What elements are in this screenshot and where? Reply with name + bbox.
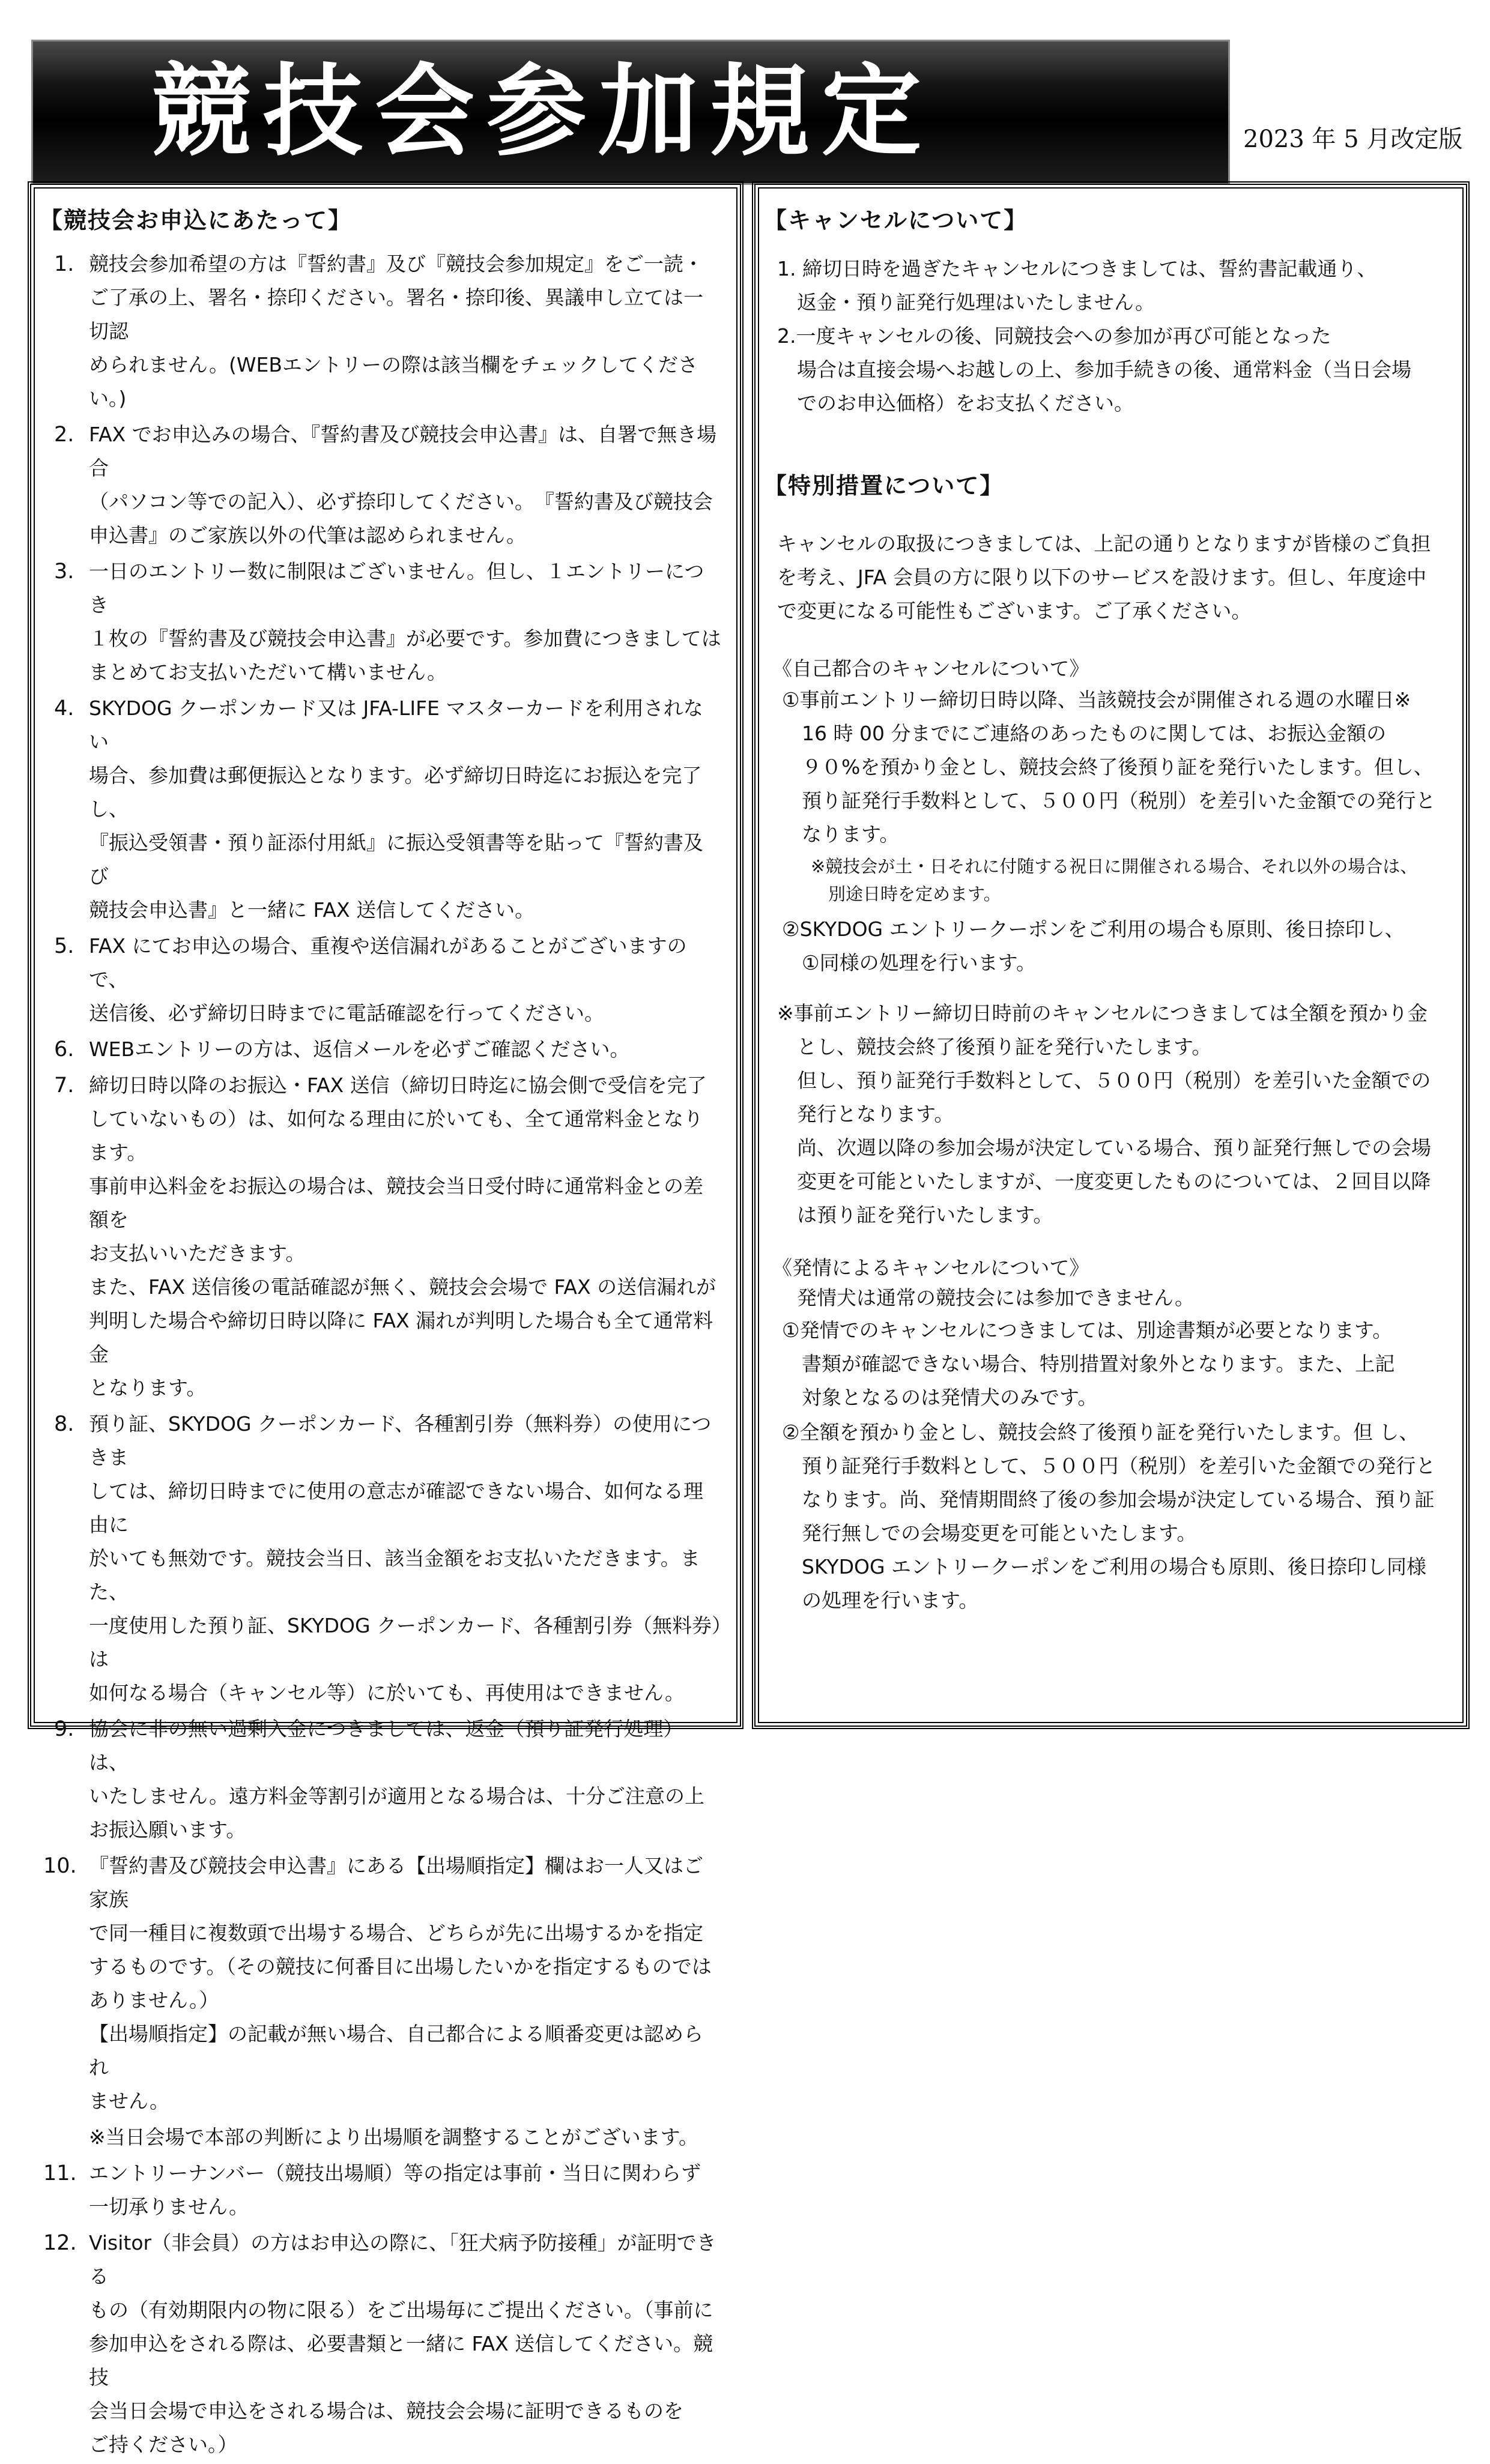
prior-cancel-rules xyxy=(777,997,1450,1232)
rule-line: 『振込受領書・預り証添付用紙』に振込受領書等を貼って『誓約書及び xyxy=(89,831,703,888)
rule-line: WEBエントリーの方は、返信メールを必ずご確認ください。 xyxy=(89,1037,630,1061)
cancel-line: でのお申込価格）をお支払ください。 xyxy=(777,391,1134,415)
cancel-line: 2.一度キャンセルの後、同競技会への参加が再び可能となった xyxy=(777,324,1331,348)
rule-line: していないもの）は、如何なる理由に於いても、全て通常料金となります。 xyxy=(89,1107,703,1164)
special-intro-line: キャンセルの取扱につきましては、上記の通りとなりますが皆様のご負担 xyxy=(777,532,1431,555)
self-cancel-note xyxy=(811,853,1459,908)
rule-number: 7. xyxy=(54,1073,74,1098)
rule-item xyxy=(43,418,722,552)
rule-line: 事前申込料金をお振込の場合は、競技会当日受付時に通常料金との差額を xyxy=(89,1174,703,1231)
rule-line: SKYDOG クーポンカード又は JFA-LIFE マスターカードを利用されない xyxy=(89,696,703,753)
rule-number: 4. xyxy=(54,696,74,720)
rule-line: 於いても無効です。競技会当日、該当金額をお支払いただきます。また、 xyxy=(89,1547,700,1604)
heat-cancel-line: なります。尚、発情期間終了後の参加会場が決定している場合、預り証 xyxy=(782,1488,1435,1511)
application-rules-list xyxy=(43,247,722,2464)
rule-line: 一切承りません。 xyxy=(89,2195,249,2218)
rule-item xyxy=(43,1712,722,1847)
rule-line: エントリーナンバー（競技出場順）等の指定は事前・当日に関わらず xyxy=(89,2161,701,2185)
rule-line: いたしません。遠方料金等割引が適用となる場合は、十分ご注意の上 xyxy=(89,1784,704,1808)
heat-cancel-line: 対象となるのは発情犬のみです。 xyxy=(782,1386,1098,1409)
rule-item xyxy=(43,1849,722,2118)
rule-line: お支払いいただきます。 xyxy=(89,1242,306,1265)
heat-cancel-line: ①発情でのキャンセルにつきましては、別途書類が必要となります。 xyxy=(782,1318,1393,1342)
rule-item xyxy=(43,929,722,1030)
rule-line: 預り証、SKYDOG クーポンカード、各種割引券（無料券）の使用につきま xyxy=(89,1412,712,1469)
heat-cancel-line: 発行無しでの会場変更を可能といたします。 xyxy=(782,1521,1197,1545)
rule-line: 一日のエントリー数に制限はございません。但し、１エントリーにつき xyxy=(89,560,704,617)
prior-cancel-line: とし、競技会終了後預り証を発行いたします。 xyxy=(777,1035,1212,1058)
self-cancel-line: ①同様の処理を行います。 xyxy=(782,951,1036,974)
heat-cancel-item-2 xyxy=(782,1416,1455,1617)
heat-cancel-line: SKYDOG エントリークーポンをご利用の場合も原則、後日捺印し同様 xyxy=(782,1555,1427,1578)
heat-cancel-heading: 《発情によるキャンセルについて》 xyxy=(772,1256,1089,1279)
rule-number: 10. xyxy=(43,1854,77,1878)
rule-line: ません。 xyxy=(89,2089,169,2113)
rule-line: お振込願います。 xyxy=(89,1818,246,1841)
rule-item xyxy=(43,692,722,927)
left-panel xyxy=(28,181,743,2456)
right-panel xyxy=(752,181,1470,1729)
special-intro xyxy=(777,527,1450,628)
rule-number: 5. xyxy=(54,934,74,958)
rule-line: 競技会参加希望の方は『誓約書』及び『競技会参加規定』をご一読・ xyxy=(89,252,703,276)
section-heading-special: 【特別措置について】 xyxy=(764,473,1004,499)
rule-line: 協会に非の無い過剰入金につきましては、返金（預り証発行処理）は、 xyxy=(89,1717,683,1774)
heat-cancel-intro: 発情犬は通常の競技会には参加できません。 xyxy=(777,1286,1195,1309)
rule-line: （パソコン等での記入）、必ず捺印してください。 『誓約書及び競技会 xyxy=(89,490,713,513)
heat-cancel-line: の処理を行います。 xyxy=(782,1589,979,1612)
rule-number: 2. xyxy=(54,423,74,447)
self-cancel-heading: 《自己都合のキャンセルについて》 xyxy=(772,657,1089,680)
section-heading-cancel: 【キャンセルについて】 xyxy=(764,207,1028,234)
self-cancel-item-1 xyxy=(782,683,1455,851)
rule-number: 6. xyxy=(54,1037,74,1061)
prior-cancel-line: 尚、次週以降の参加会場が決定している場合、預り証発行無しでの会場 xyxy=(777,1136,1431,1159)
rule-line: するものです。（その競技に何番目に出場したいかを指定するものでは xyxy=(89,1955,712,1978)
rule-line: められません。(WEBエントリーの際は該当欄をチェックしてください。) xyxy=(89,353,698,410)
rule-number: 1. xyxy=(54,252,74,276)
prior-cancel-line: 但し、預り証発行手数料として、５００円（税別）を差引いた金額での xyxy=(777,1069,1431,1092)
rule-item xyxy=(43,1069,722,1405)
rule-line: 一度使用した預り証、SKYDOG クーポンカード、各種割引券（無料券）は xyxy=(89,1614,722,1671)
cancel-rules xyxy=(777,252,1450,420)
rule-number: 12. xyxy=(43,2231,77,2255)
rule-line: また、FAX 送信後の電話確認が無く、競技会会場で FAX の送信漏れが xyxy=(89,1275,716,1299)
rule-line: まとめてお支払いただいて構いません。 xyxy=(89,660,447,684)
rule-line: ご了承の上、署名・捺印ください。署名・捺印後、異議申し立ては一切認 xyxy=(89,286,703,343)
heat-cancel-line: 書類が確認できない場合、特別措置対象外となります。また、上記 xyxy=(782,1352,1395,1375)
prior-cancel-line: は預り証を発行いたします。 xyxy=(777,1203,1053,1227)
rule-item xyxy=(43,555,722,689)
self-cancel-line: ９０%を預かり金とし、競技会終了後預り証を発行いたします。但し、 xyxy=(782,755,1434,779)
rule-line: となります。 xyxy=(89,1376,207,1400)
self-cancel-item-2 xyxy=(782,913,1455,980)
rule-line: 競技会申込書』と一緒に FAX 送信してください。 xyxy=(89,898,535,922)
rule-item xyxy=(43,2121,722,2154)
special-intro-line: を考え、JFA 会員の方に限り以下のサービスを設けます。但し、年度途中 xyxy=(777,566,1427,589)
rule-item xyxy=(43,2157,722,2224)
revision-date: 2023 年 5 月改定版 xyxy=(1243,125,1463,153)
rule-line: 送信後、必ず締切日時までに電話確認を行ってください。 xyxy=(89,1001,604,1025)
rule-item xyxy=(43,247,722,415)
cancel-line: 返金・預り証発行処理はいたしません。 xyxy=(777,291,1155,314)
rule-line: しては、締切日時までに使用の意志が確認できない場合、如何なる理由に xyxy=(89,1479,703,1536)
heat-cancel-line: ②全額を預かり金とし、競技会終了後預り証を発行いたします。但 し、 xyxy=(782,1421,1419,1444)
rule-line: 申込書』のご家族以外の代筆は認められません。 xyxy=(89,524,526,547)
prior-cancel-line: 発行となります。 xyxy=(777,1102,954,1126)
self-cancel-line: なります。 xyxy=(782,823,900,846)
rule-number: 9. xyxy=(54,1717,74,1741)
rule-line: FAX でお申込みの場合、『誓約書及び競技会申込書』は、自署で無き場合 xyxy=(89,423,717,480)
self-cancel-line: ①事前エントリー締切日時以降、当該競技会が開催される週の水曜日※ xyxy=(782,688,1411,711)
rule-item xyxy=(43,2226,722,2462)
prior-cancel-line: 変更を可能といたしますが、一度変更したものについては、２回目以降 xyxy=(777,1170,1431,1193)
rule-item xyxy=(43,1033,722,1066)
page-title: 競技会参加規定 xyxy=(151,54,933,170)
rule-line: 場合、参加費は郵便振込となります。必ず締切日時迄にお振込を完了し、 xyxy=(89,764,702,821)
self-cancel-note-line: 別途日時を定めます。 xyxy=(811,884,1001,904)
rule-line: ご持ください。） xyxy=(89,2433,238,2456)
section-heading-application: 【競技会お申込にあたって】 xyxy=(40,207,353,234)
rule-line: 【出場順指定】の記載が無い場合、自己都合による順番変更は認められ xyxy=(89,2022,703,2079)
self-cancel-line: 16 時 00 分までにご連絡のあったものに関しては、お振込金額の xyxy=(782,722,1387,745)
rule-line: もの（有効期限内の物に限る）をご出場毎にご提出ください。（事前に xyxy=(89,2298,713,2322)
rule-line: 会当日会場で申込をされる場合は、競技会会場に証明できるものを xyxy=(89,2399,683,2423)
rule-line: 締切日時以降のお振込・FAX 送信（締切日時迄に協会側で受信を完了 xyxy=(89,1073,707,1097)
rule-line: Visitor（非会員）の方はお申込の際に、「狂犬病予防接種」が証明できる xyxy=(89,2231,716,2288)
self-cancel-line: ②SKYDOG エントリークーポンをご利用の場合も原則、後日捺印し、 xyxy=(782,917,1405,941)
rule-number: 11. xyxy=(43,2161,77,2185)
cancel-line: 1. 締切日時を過ぎたキャンセルにつきましては、誓約書記載通り、 xyxy=(777,257,1377,280)
rule-line: で同一種目に複数頭で出場する場合、どちらが先に出場するかを指定 xyxy=(89,1921,703,1945)
self-cancel-note-line: ※競技会が土・日それに付随する祝日に開催される場合、それ以外の場合は、 xyxy=(811,856,1418,877)
heat-cancel-line: 預り証発行手数料として、５００円（税別）を差引いた金額での発行と xyxy=(782,1454,1436,1478)
rule-number: 3. xyxy=(54,560,74,584)
rule-line: ※当日会場で本部の判断により出場順を調整することがございます。 xyxy=(89,2125,699,2149)
rule-line: １枚の『誓約書及び競技会申込書』が必要です。参加費につきましては xyxy=(89,627,721,650)
rule-line: ありません。） xyxy=(89,1988,219,2012)
rule-line: 如何なる場合（キャンセル等）に於いても、再使用はできません。 xyxy=(89,1681,685,1705)
heat-cancel-item-1 xyxy=(782,1314,1455,1415)
rule-item xyxy=(43,1407,722,1710)
special-intro-line: で変更になる可能性もございます。ご了承ください。 xyxy=(777,599,1252,623)
cancel-line: 場合は直接会場へお越しの上、参加手続きの後、通常料金（当日会場 xyxy=(777,358,1411,381)
self-cancel-line: 預り証発行手数料として、５００円（税別）を差引いた金額での発行と xyxy=(782,789,1436,812)
rule-line: 参加申込をされる際は、必要書類と一緒に FAX 送信してください。競技 xyxy=(89,2332,713,2389)
prior-cancel-line: ※事前エントリー締切日時前のキャンセルにつきましては全額を預かり金 xyxy=(777,1001,1428,1025)
rule-line: 『誓約書及び競技会申込書』にある【出場順指定】欄はお一人又はご家族 xyxy=(89,1854,703,1911)
rule-line: FAX にてお申込の場合、重複や送信漏れがあることがございますので、 xyxy=(89,934,687,991)
rule-number: 8. xyxy=(54,1412,74,1436)
rule-line: 判明した場合や締切日時以降に FAX 漏れが判明した場合も全て通常料金 xyxy=(89,1309,713,1366)
